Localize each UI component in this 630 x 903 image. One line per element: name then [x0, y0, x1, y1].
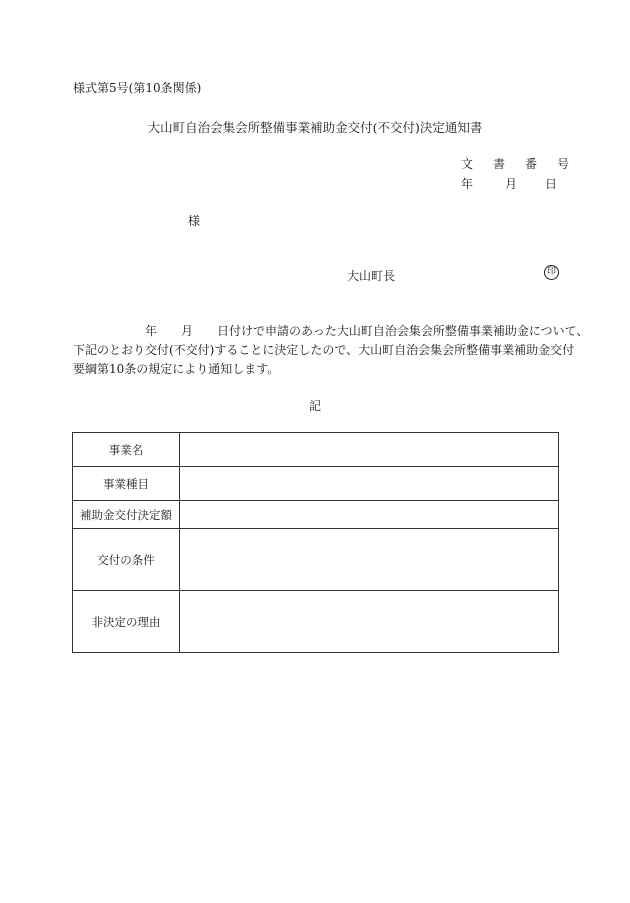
ki-heading: 記: [308, 399, 321, 413]
issuer-name: 大山町長: [347, 269, 396, 283]
row-label-rejection-reason: 非決定の理由: [73, 591, 180, 653]
row-value-grant-amount[interactable]: [180, 501, 559, 529]
table-row: [73, 433, 559, 467]
document-title: 大山町自治会集会所整備事業補助金交付(不交付)決定通知書: [147, 120, 483, 135]
table-row: [73, 501, 559, 529]
seal-mark: 印: [544, 265, 559, 280]
details-table: [72, 432, 559, 653]
date-day: 日: [545, 177, 558, 191]
table-row: [73, 467, 559, 501]
addressee-suffix: 様: [188, 214, 201, 228]
notice-body: [73, 322, 589, 379]
body-line: 下記のとおり交付(不交付)することに決定したので、大山町自治会集会所整備事業補助金交付: [73, 343, 575, 357]
body-line: 要綱第10条の規定により通知します。: [73, 362, 280, 376]
row-value-rejection-reason[interactable]: [180, 591, 559, 653]
doc-number-char: 番: [525, 157, 538, 171]
body-line: 年 月 日付けで申請のあった大山町自治会集会所整備事業補助金について、: [73, 324, 589, 338]
row-value-project-type[interactable]: [180, 467, 559, 501]
doc-number-char: 書: [493, 157, 506, 171]
row-label-grant-amount: 補助金交付決定額: [73, 501, 180, 529]
date-year: 年: [461, 177, 474, 191]
document-number-label: [461, 155, 569, 172]
form-number: 様式第5号(第10条関係): [73, 81, 202, 95]
row-label-conditions: 交付の条件: [73, 529, 180, 591]
row-label-project-type: 事業種目: [73, 467, 180, 501]
table-row: [73, 529, 559, 591]
table-row: [73, 591, 559, 653]
row-label-project-name: 事業名: [73, 433, 180, 467]
row-value-project-name[interactable]: [180, 433, 559, 467]
row-value-conditions[interactable]: [180, 529, 559, 591]
doc-number-char: 文: [461, 157, 474, 171]
doc-number-char: 号: [557, 157, 570, 171]
date-label: [461, 175, 557, 192]
date-month: 月: [505, 177, 518, 191]
